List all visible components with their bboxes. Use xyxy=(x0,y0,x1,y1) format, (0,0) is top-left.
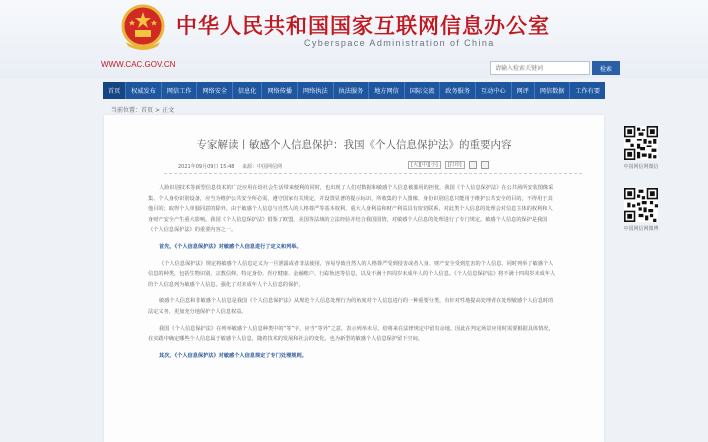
nav-item-international[interactable]: 国际交流 xyxy=(405,82,441,99)
site-header xyxy=(0,0,708,78)
title-divider xyxy=(164,173,582,174)
nav-item-enforcement-service[interactable]: 执法服务 xyxy=(334,82,370,99)
article-paragraph: 敏感个人信息和非敏感个人信息是我国《个人信息保护法》从规范个人信息处理行为的角度对个人信息进行的一种重要分类，有针对性地提高处理者在处理敏感个人信息时的法定义务，更加充分地保护个人信息权益。 xyxy=(148,298,554,315)
article-paragraph: 我国《个人信息保护法》在列举敏感个人信息种类中的“等”字，应当“等外”之意，表示列举未尽，给将来在法律规定中留有余地。因此在判定场景应用时需要根据具体情况，在实践中确定哪些个人信息属于敏感个人信息，随着技术的发展和社会的变化，也为新型的敏感个人信息保护留下空间。 xyxy=(148,325,554,343)
nav-item-informatization[interactable]: 信息化 xyxy=(233,82,262,99)
nav-item-home[interactable]: 首页 xyxy=(103,82,126,99)
article-subheading: 其次，《个人信息保护法》对敏感个人信息规定了专门处理规则。 xyxy=(159,352,307,359)
breadcrumb-prefix: 当前位置： xyxy=(111,107,142,114)
breadcrumb-current: 正文 xyxy=(162,107,175,114)
nav-item-work[interactable]: 网信工作 xyxy=(162,82,198,99)
nav-item-communication[interactable]: 网络传播 xyxy=(262,82,298,99)
nav-item-commentary[interactable]: 网评 xyxy=(512,82,535,99)
breadcrumb-separator: > xyxy=(155,107,161,114)
breadcrumb-home-link[interactable]: 首页 xyxy=(141,107,154,114)
print-button[interactable]: [打印] xyxy=(445,161,465,169)
article-title: 专家解读丨敏感个人信息保护：我国《个人信息保护法》的重要内容 xyxy=(196,139,512,151)
search-button[interactable]: 检索 xyxy=(592,61,620,75)
nav-item-local[interactable]: 地方网信 xyxy=(369,82,405,99)
article-meta xyxy=(178,163,288,170)
weibo-qr-label: 中国网信网微博 xyxy=(623,226,659,232)
site-subtitle: Cyberspace Administration of China xyxy=(304,38,495,48)
search-input[interactable] xyxy=(490,61,590,75)
article-subheading: 首先，《个人信息保护法》对敏感个人信息进行了定义和列举。 xyxy=(159,243,302,250)
national-emblem-icon xyxy=(120,4,166,52)
weibo-qr-code-icon xyxy=(624,188,658,222)
article-panel xyxy=(104,115,604,442)
article-tools xyxy=(408,161,489,169)
site-title: 中华人民共和国国家互联网信息办公室 xyxy=(176,13,550,38)
nav-item-releases[interactable]: 权威发布 xyxy=(126,82,162,99)
article-paragraph: 人脸识别技术等新型信息技术的广泛应用在给社会生活带来便利的同时，也出现了人们对数据和敏感个人信息被滥用的担忧，我国《个人信息保护法》在公共场所安装图像采集、个人身份识别设备，应当为维护公共安全所必需，遵守国家有关规定，并设置显著的提示标识，所收集的个人图像、身份识别信息只能用于维护公共安全的目的，不得用于其他目的；取得个人单独同意的除外。由于敏感个人信息与自然人的人格尊严等基本权利、重大人身利益和财产利益具有密切联系，对此类个人信息的处理会对信息主体的权利和人身财产安全产生重大影响。我国《个人信息保护法》借鉴了欧盟、美国等法域的立法经验并结合我国国情，对敏感个人信息的处理进行了专门规定。敏感个人信息的保护是我国《个人信息保护法》的重要内容之一。 xyxy=(148,185,554,234)
wechat-qr-code-icon xyxy=(624,126,658,160)
breadcrumb xyxy=(111,105,174,114)
article-paragraph: 《个人信息保护法》规定将敏感个人信息定义为一旦泄露或者非法使用，容易导致自然人的人格尊严受到侵害或者人身、财产安全受到危害的个人信息，同时列举了敏感个人信息的种类，包括生物识别、宗教信仰、特定身份、医疗健康、金融账户、行踪轨迹等信息，以及不满十四周岁未成年人的个人信息。《个人信息保护法》将不满十四周岁未成年人的个人信息列为敏感个人信息，强化了对未成年人个人信息的保护。 xyxy=(148,260,556,288)
share-weibo-icon[interactable] xyxy=(481,161,489,169)
article-date: 2021年09月09日 15:48 xyxy=(178,164,235,170)
article-source: 来源：中国网信网 xyxy=(242,164,283,170)
nav-item-gov-service[interactable]: 政务服务 xyxy=(440,82,476,99)
nav-item-data[interactable]: 网信数据 xyxy=(535,82,571,99)
nav-item-interaction[interactable]: 互动中心 xyxy=(476,82,512,99)
font-size-toggle[interactable]: [大][中][小] xyxy=(408,161,441,169)
main-nav xyxy=(103,82,605,99)
nav-item-security[interactable]: 网络安全 xyxy=(197,82,233,99)
nav-item-other[interactable]: 工作有要 xyxy=(575,88,601,95)
nav-item-enforcement[interactable]: 网络执法 xyxy=(298,82,334,99)
share-icon[interactable] xyxy=(469,161,477,169)
site-url-link[interactable]: WWW.CAC.GOV.CN xyxy=(101,60,176,69)
article-body xyxy=(148,183,556,367)
wechat-qr-label: 中国网信网微信 xyxy=(623,164,659,170)
